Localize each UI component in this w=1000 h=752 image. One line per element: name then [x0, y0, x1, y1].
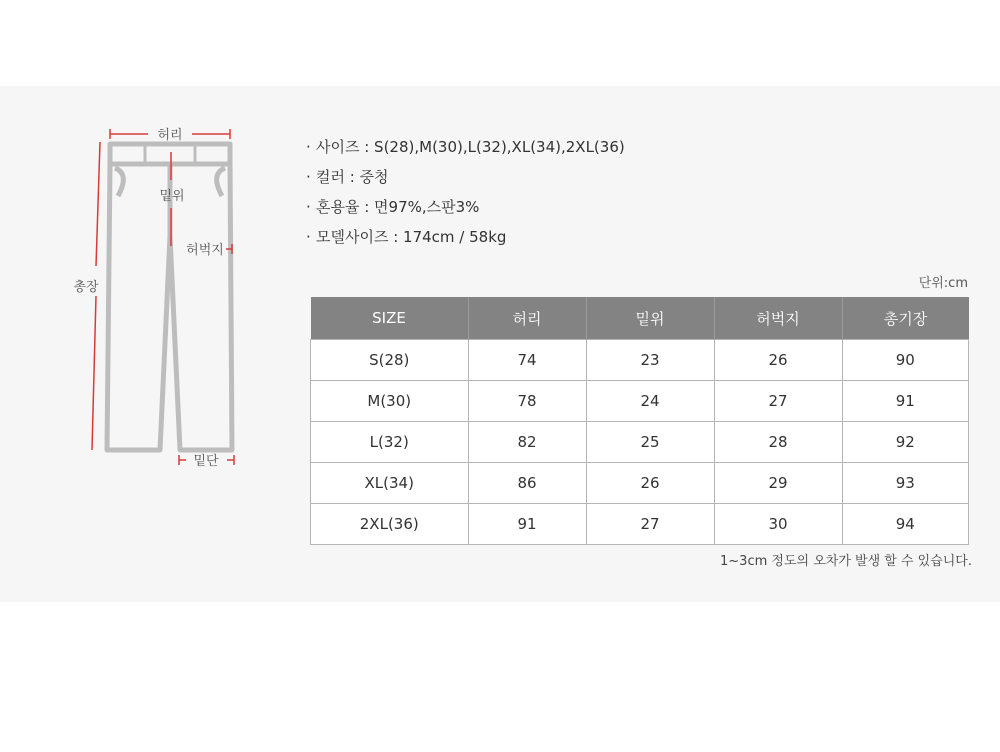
table-cell: 92 [842, 422, 969, 463]
table-cell: 24 [586, 381, 714, 422]
col-total-length: 총기장 [842, 297, 969, 340]
table-cell: 28 [714, 422, 842, 463]
tolerance-note: 1~3cm 정도의 오차가 발생 할 수 있습니다. [720, 554, 972, 569]
table-header-row [311, 297, 969, 340]
product-info [306, 136, 625, 256]
unit-label: 단위:cm [918, 276, 968, 291]
table-row [311, 381, 969, 422]
table-cell: 27 [714, 381, 842, 422]
col-size: SIZE [311, 297, 469, 340]
table-cell: 91 [842, 381, 969, 422]
table-row [311, 340, 969, 381]
table-cell: XL(34) [311, 463, 469, 504]
table-row [311, 463, 969, 504]
table-cell: 29 [714, 463, 842, 504]
table-cell: 26 [714, 340, 842, 381]
table-cell: 30 [714, 504, 842, 545]
table-cell: 27 [586, 504, 714, 545]
thigh-label: 허벅지 [186, 243, 224, 258]
info-material: · 혼용율 : 면97%,스판3% [306, 198, 480, 216]
table-cell: 93 [842, 463, 969, 504]
col-thigh: 허벅지 [714, 297, 842, 340]
table-row [311, 504, 969, 545]
table-cell: 94 [842, 504, 969, 545]
waist-label: 허리 [157, 128, 183, 143]
col-waist: 허리 [468, 297, 586, 340]
table-cell: 78 [468, 381, 586, 422]
table-cell: 91 [468, 504, 586, 545]
table-cell: M(30) [311, 381, 469, 422]
info-model-size: · 모델사이즈 : 174cm / 58kg [306, 228, 507, 246]
table-row [311, 422, 969, 463]
rise-label: 밑위 [159, 189, 185, 204]
table-cell: S(28) [311, 340, 469, 381]
info-size: · 사이즈 : S(28),M(30),L(32),XL(34),2XL(36) [306, 138, 625, 156]
pants-diagram [0, 86, 300, 602]
table-cell: 90 [842, 340, 969, 381]
size-guide-panel [0, 86, 1000, 602]
table-cell: 26 [586, 463, 714, 504]
table-cell: L(32) [311, 422, 469, 463]
hem-label: 밑단 [193, 454, 219, 469]
table-cell: 74 [468, 340, 586, 381]
size-table [310, 297, 969, 545]
total-length-label: 총장 [73, 280, 99, 295]
table-cell: 23 [586, 340, 714, 381]
table-cell: 2XL(36) [311, 504, 469, 545]
info-color: · 컬러 : 중청 [306, 168, 389, 186]
table-cell: 82 [468, 422, 586, 463]
table-cell: 25 [586, 422, 714, 463]
table-cell: 86 [468, 463, 586, 504]
col-rise: 밑위 [586, 297, 714, 340]
